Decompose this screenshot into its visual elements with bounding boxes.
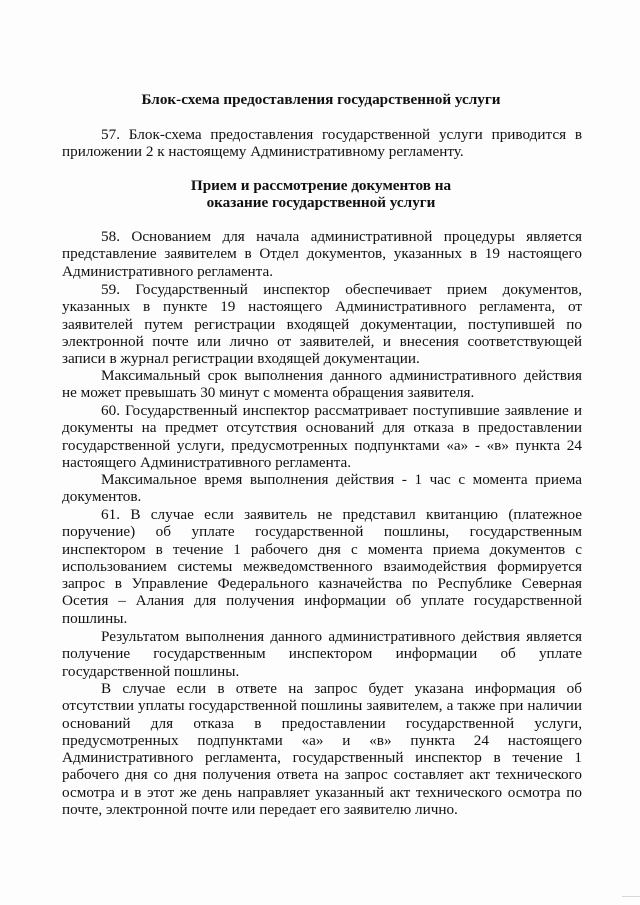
section-heading-reception: [62, 177, 580, 212]
section-heading-reception-line1: Прием и рассмотрение документов на: [190, 177, 452, 194]
paragraph-case: В случае если в ответе на запрос будет указана информация об отсутствии уплаты государственной пошлины заявителем, а также при наличии оснований для отказа в предоставлении государственной услуги, предусмотренных подпунктами «а» и «в» пункта 24 настоящего Административного регламента, государственный инспектор в течение 1 рабочего дня со дня получения ответа на запрос составляет акт технического осмотра и в этот же день направляет указанный акт технического осмотра по почте, электронной почте или передает его заявителю лично.: [62, 680, 582, 819]
paragraph-max-time-2: Максимальное время выполнения действия - 1 час с момента приема документов.: [62, 471, 582, 506]
section-heading-flowchart: Блок-схема предоставления государственной услуги: [141, 91, 501, 108]
scan-edge-mark: [622, 896, 640, 897]
paragraph-result: Результатом выполнения данного административного действия является получение государственным инспектором информации об уплате государственной пошлины.: [62, 628, 582, 680]
paragraph-57: 57. Блок-схема предоставления государственной услуги приводится в приложении 2 к настоящему Административному регламенту.: [62, 126, 582, 161]
section-heading-reception-line2: оказание государственной услуги: [206, 194, 436, 212]
paragraph-61: 61. В случае если заявитель не представил квитанцию (платежное поручение) об уплате государственной пошлины, государственным инспектором в течение 1 рабочего дня с момента приема документов с использованием системы межведомственного взаимодействия формируется запрос в Управление Федерального казначейства по Республике Северная Осетия – Алания для получения информации об уплате государственной пошлины.: [62, 506, 582, 627]
paragraph-58: 58. Основанием для начала административной процедуры является представление заявителем в Отдел документов, указанных в 19 настоящего Административного регламента.: [62, 228, 582, 280]
paragraph-max-time-1: Максимальный срок выполнения данного административного действия не может превышать 30 минут с момента обращения заявителя.: [62, 367, 582, 402]
paragraph-59: 59. Государственный инспектор обеспечивает прием документов, указанных в пункте 19 настоящего Административного регламента, от заявителей путем регистрации входящей документации, поступившей по электронной почте или лично от заявителей, и внесения соответствующей записи в журнал регистрации входящей документации.: [62, 281, 582, 368]
paragraph-60: 60. Государственный инспектор рассматривает поступившие заявление и документы на предмет отсутствия оснований для отказа в предоставлении государственной услуги, предусмотренных подпунктами «а» - «в» пункта 24 настоящего Административного регламента.: [62, 402, 582, 471]
